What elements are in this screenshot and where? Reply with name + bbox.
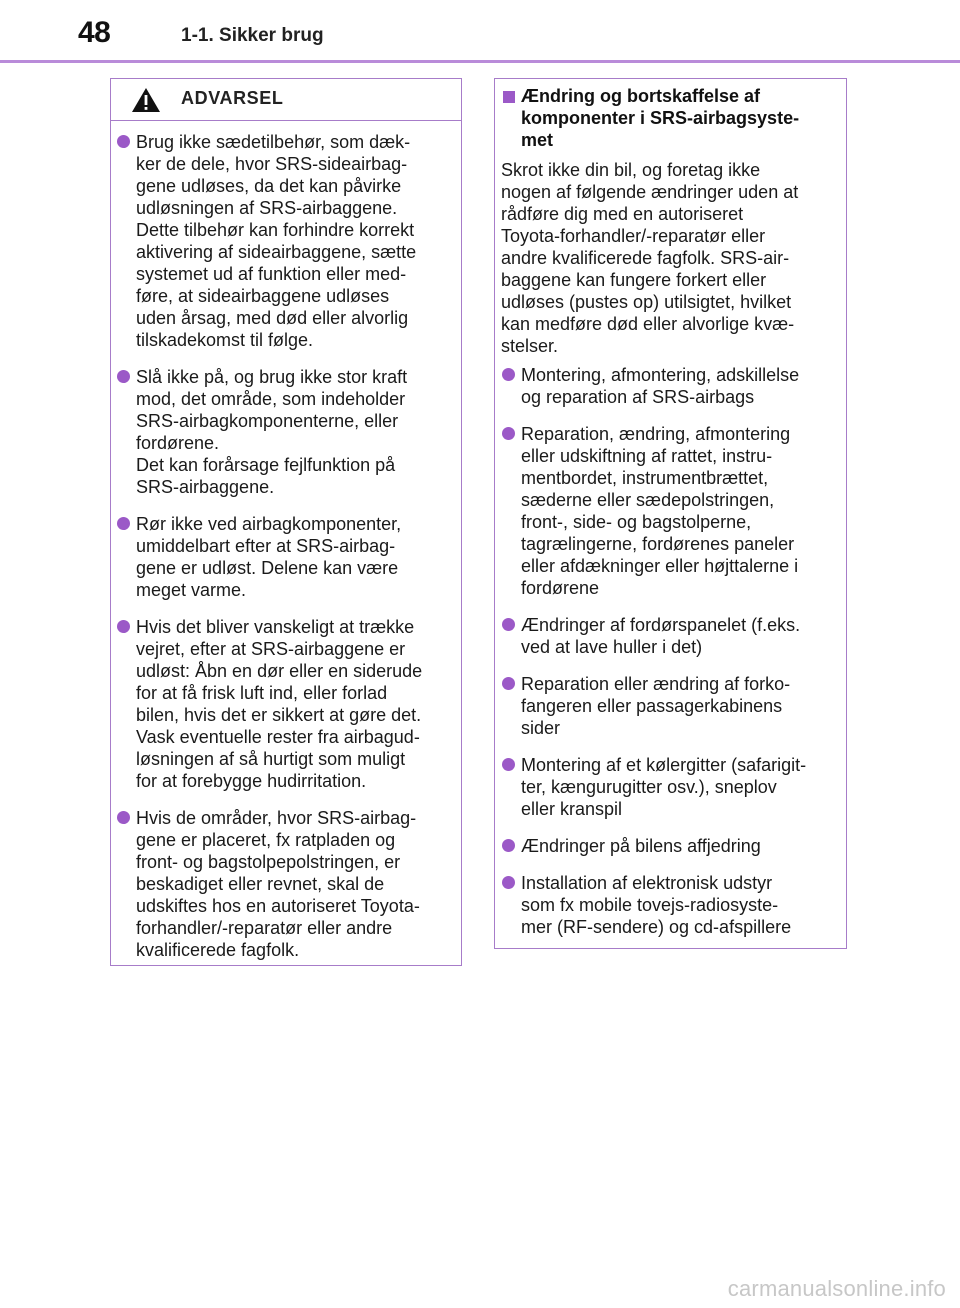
bullet-icon: [502, 427, 515, 440]
list-item: [501, 754, 836, 820]
bullet-icon: [117, 135, 130, 148]
list-item: [501, 872, 836, 938]
warning-title: ADVARSEL: [181, 88, 284, 108]
page-number: 48: [78, 16, 111, 49]
watermark: carmanualsonline.info: [727, 1276, 946, 1301]
list-item: [501, 835, 836, 857]
list-item-text: Hvis det bliver vanskeligt at trække vejret, efter at SRS-airbaggene er udløst: Åbn en dør eller en siderude for at få frisk luft ind, eller forlad bilen, hvis det er sikkert at gøre det. Vask eventuelle rester fra airbagud- løsningen af så hurtigt som muligt for at forebygge hudirritation.: [136, 617, 423, 791]
list-item: [501, 673, 836, 739]
list-item: [116, 616, 449, 792]
bullet-icon: [117, 811, 130, 824]
bullet-icon: [117, 517, 130, 530]
modifications-list: [501, 364, 836, 938]
bullet-icon: [502, 839, 515, 852]
bullet-icon: [502, 758, 515, 771]
section-title: 1-1. Sikker brug: [181, 25, 324, 46]
warning-header: [111, 79, 461, 121]
list-item-text: Installation af elektronisk udstyr som fx mobile tovejs-radiosyste- mer (RF-sendere) og cd-afspillere: [521, 873, 792, 937]
square-bullet-icon: [503, 91, 515, 103]
warning-list: [111, 121, 461, 961]
list-item: [116, 807, 449, 961]
bullet-icon: [502, 618, 515, 631]
list-item: [501, 423, 836, 599]
list-item-text: Brug ikke sædetilbehør, som dæk- ker de dele, hvor SRS-sideairbag- gene udløses, da det kan påvirke udløsningen af SRS-airbaggene. Dette tilbehør kan forhindre korrekt aktivering af sideairbaggene, sætte systemet ud af funktion eller med- føre, at sideairbaggene udløses uden årsag, med død eller alvorlig tilskadekomst til følge.: [136, 132, 417, 350]
list-item: [501, 614, 836, 658]
bullet-icon: [117, 620, 130, 633]
list-item-text: Montering af et kølergitter (safarigit- ter, kængurugitter osv.), sneplov eller kranspil: [521, 755, 807, 819]
list-item-text: Reparation, ændring, afmontering eller udskiftning af rattet, instru- mentbordet, instrumentbrættet, sæderne eller sædepolstringen, front-, side- og bagstolperne, tagrælingerne, fordørenes paneler eller afdækninger eller højttalerne i fordørene: [521, 424, 799, 598]
modifications-heading-text: Ændring og bortskaffelse af komponenter i SRS-airbagsyste- met: [521, 86, 800, 150]
list-item-text: Hvis de områder, hvor SRS-airbag- gene er placeret, fx ratpladen og front- og bagstolpepolstringen, er beskadiget eller revnet, skal de udskiftes hos en autoriseret Toyota- forhandler/-reparatør eller andre kvalificerede fagfolk.: [136, 808, 420, 960]
list-item-text: Reparation eller ændring af forko- fangeren eller passagerkabinens sider: [521, 674, 791, 738]
list-item-text: Montering, afmontering, adskillelse og reparation af SRS-airbags: [521, 365, 800, 407]
modifications-heading: [501, 85, 836, 151]
warning-triangle-icon: [131, 87, 161, 113]
list-item: [501, 364, 836, 408]
list-item: [116, 366, 449, 498]
bullet-icon: [117, 370, 130, 383]
bullet-icon: [502, 368, 515, 381]
list-item-text: Ændringer af fordørspanelet (f.eks. ved at lave huller i det): [521, 615, 801, 657]
header-divider: [0, 60, 960, 63]
bullet-icon: [502, 677, 515, 690]
warning-box: [110, 78, 462, 966]
list-item: [116, 513, 449, 601]
bullet-icon: [502, 876, 515, 889]
list-item: [116, 131, 449, 351]
list-item-text: Ændringer på bilens affjedring: [521, 836, 761, 856]
modifications-intro: Skrot ikke din bil, og foretag ikke nogen af følgende ændringer uden at rådføre dig med en autoriseret Toyota-forhandler/-reparatør eller andre kvalificerede fagfolk. SRS-air- baggene kan fungere forkert eller udløses (pustes op) utilsigtet, hvilket kan medføre død eller alvorlige kvæ- stelser.: [501, 160, 799, 356]
list-item-text: Rør ikke ved airbagkomponenter, umiddelbart efter at SRS-airbag- gene er udløst. Delene kan være meget varme.: [136, 514, 402, 600]
modifications-box: [494, 78, 847, 949]
list-item-text: Slå ikke på, og brug ikke stor kraft mod, det område, som indeholder SRS-airbagkomponenterne, eller fordørene. Det kan forårsage fejlfunktion på SRS-airbaggene.: [136, 367, 408, 497]
page-header: [0, 0, 960, 64]
